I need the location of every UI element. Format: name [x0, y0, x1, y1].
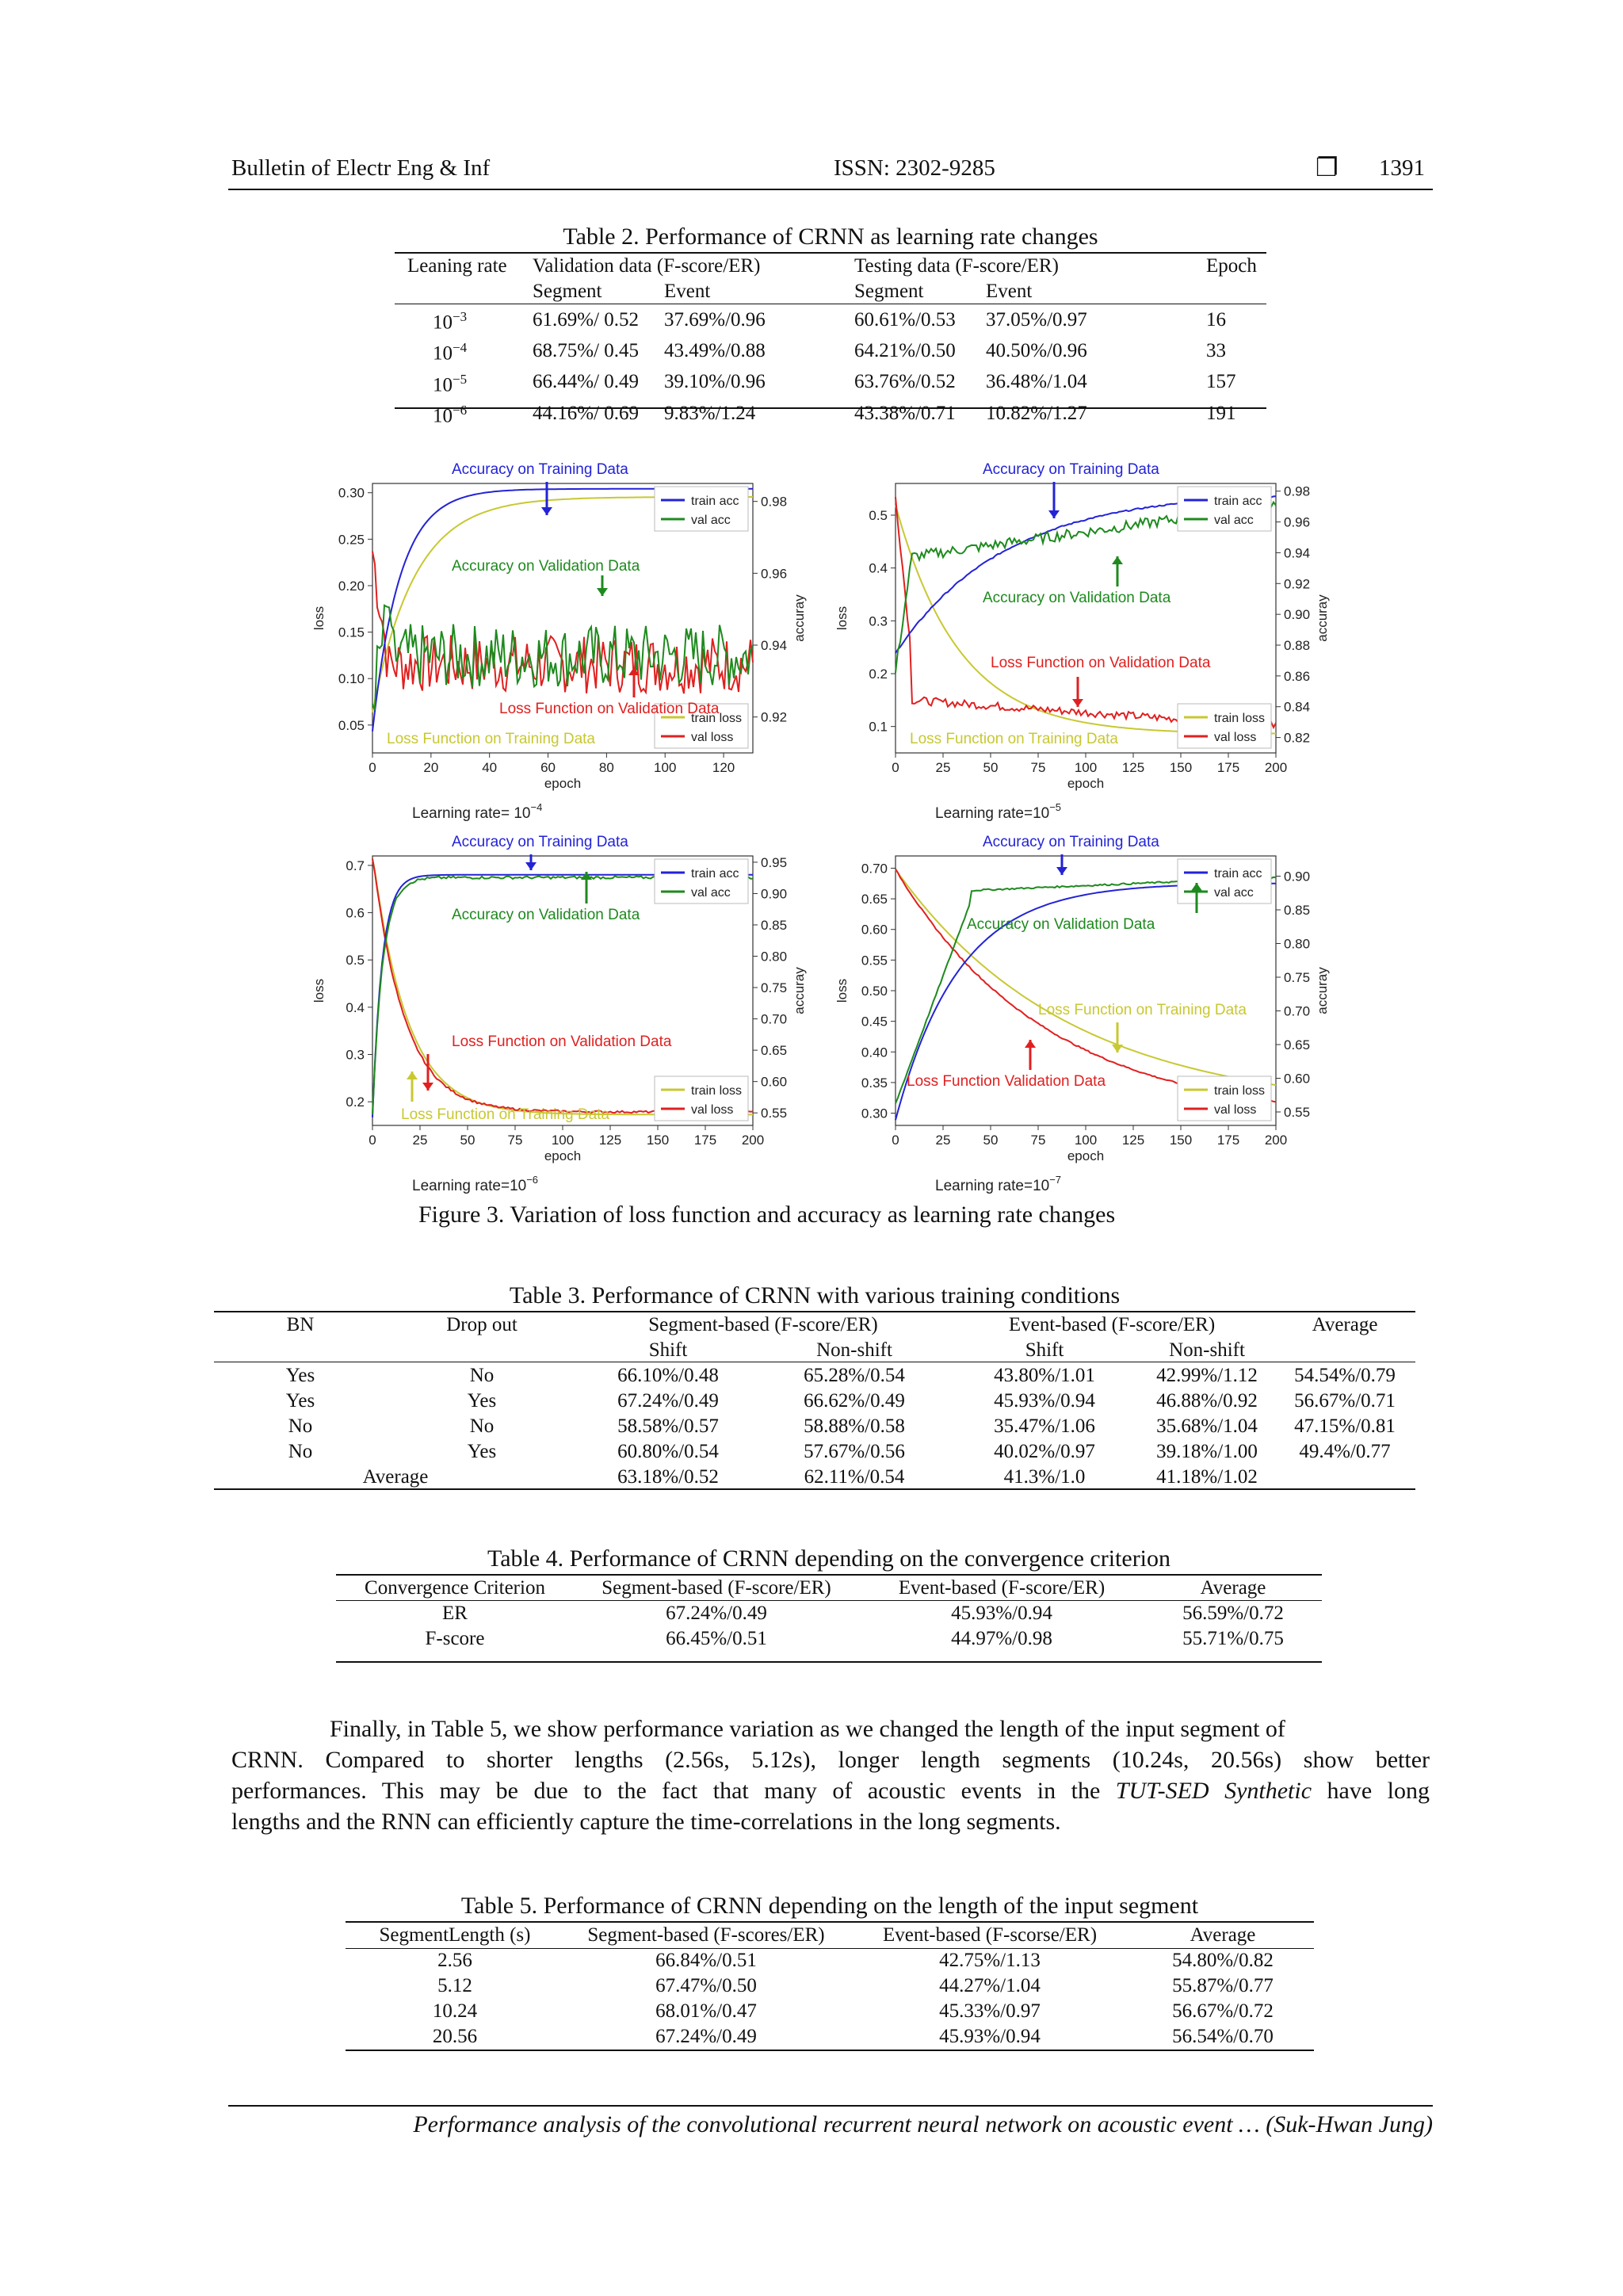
page-number: 1391 [1379, 155, 1425, 181]
t3-cell: Yes [467, 1441, 497, 1462]
x-tick-label: 0 [892, 1133, 899, 1148]
legend-loss [655, 1076, 748, 1121]
annotation-label: Loss Function on Training Data [1038, 1002, 1247, 1018]
t4-col-avg: Average [1200, 1577, 1266, 1599]
t3-cell: Yes [285, 1365, 315, 1386]
para-line: Finally, in Table 5, we show performance variation as we changed the length of the input segment of [330, 1716, 1285, 1742]
table2 [404, 254, 1260, 429]
t3-cell: 41.3%/1.0 [1003, 1466, 1086, 1488]
t3-cell: 60.80%/0.54 [617, 1441, 719, 1462]
y2-tick-label: 0.65 [761, 1043, 788, 1059]
y-axis-label: loss [311, 978, 327, 1003]
annotation-label: Loss Function on Training Data [387, 731, 595, 747]
figure3 [301, 444, 1330, 1194]
table-row [404, 304, 1260, 335]
y-tick-label: 0.4 [869, 560, 888, 576]
t5-cell: 56.54%/0.70 [1172, 2026, 1274, 2047]
x-tick-label: 100 [551, 1133, 575, 1148]
t2-sub-evt2: Event [986, 281, 1033, 302]
table-row [346, 1948, 1314, 1973]
t3-cell: 41.18%/1.02 [1156, 1466, 1258, 1488]
legend-label: val loss [691, 1103, 734, 1117]
y2-axis-label: accuray [1315, 967, 1330, 1014]
y2-axis-label: accuray [792, 967, 807, 1014]
x-tick-label: 125 [1121, 1133, 1145, 1148]
t3-cell: 40.02%/0.97 [994, 1441, 1095, 1462]
y2-tick-label: 0.92 [1284, 576, 1311, 592]
y-tick-label: 0.6 [346, 905, 365, 921]
para-line: lengths and the RNN can efficiently capture the time-correlations in the long segments. [231, 1809, 1061, 1835]
para-line: CRNN. Compared to shorter lengths (2.56s, 5.12s), longer length segments (10.24s, 20.56s) show better [231, 1747, 1430, 1773]
annotation-label: Loss Function on Validation Data [452, 1033, 672, 1050]
t3-cell: 63.18%/0.52 [617, 1466, 719, 1488]
t3-cell: 43.80%/1.01 [994, 1365, 1095, 1386]
y2-tick-label: 0.75 [761, 980, 788, 996]
t4-col-crit: Convergence Criterion [365, 1577, 545, 1599]
annotation-label: Loss Function on Validation Data [991, 655, 1211, 671]
annotation-label: Loss Function on Training Data [401, 1106, 609, 1123]
x-tick-label: 25 [935, 1133, 951, 1148]
table-row [404, 398, 1260, 429]
y2-tick-label: 0.86 [1284, 668, 1311, 684]
t2-cell: 39.10%/0.96 [664, 371, 766, 393]
para-line: performances. This may be due to the fact that many of acoustic events in the TUT-SED Synthetic have long [231, 1778, 1430, 1804]
learning-rate-label: Learning $rate=10^{-5}$ [935, 801, 1062, 822]
legend-acc [1178, 859, 1271, 904]
plot-panel [311, 834, 807, 1194]
annotation-label: Accuracy on Training Data [983, 461, 1159, 478]
t3-cell: 65.28%/0.54 [804, 1365, 905, 1386]
t5-col-evt: Event-based (F-scorse/ER) [882, 1924, 1098, 1946]
t5-cell: 66.84%/0.51 [655, 1950, 757, 1971]
t5-cell: 2.56 [437, 1950, 472, 1971]
t2-col-val: Validation data (F-score/ER) [533, 255, 761, 277]
table-row [336, 1626, 1322, 1652]
t5-cell: 68.01%/0.47 [655, 2000, 757, 2022]
x-tick-label: 200 [1264, 760, 1288, 775]
t3-cell: No [469, 1415, 495, 1437]
annotation-label: Accuracy on Training Data [452, 461, 628, 478]
table-row [404, 367, 1260, 398]
y2-tick-label: 0.94 [1284, 545, 1311, 561]
y-tick-label: 0.35 [861, 1075, 888, 1091]
legend-acc [655, 859, 748, 904]
annotation-label: Accuracy on Validation Data [452, 907, 640, 923]
x-tick-label: 75 [1030, 760, 1046, 775]
t4-cell: ER [442, 1603, 468, 1624]
table3-caption: Table 3. Performance of CRNN with various training conditions [509, 1282, 1121, 1308]
x-tick-label: 150 [1169, 1133, 1193, 1148]
y-tick-label: 0.3 [869, 613, 888, 629]
y2-tick-label: 0.90 [761, 886, 788, 902]
t3-cell: No [469, 1365, 495, 1386]
legend-label: val acc [691, 886, 731, 900]
t5-cell: 56.67%/0.72 [1172, 2000, 1274, 2022]
t5-cell: 55.87%/0.77 [1172, 1975, 1274, 1996]
t4-cell: 44.97%/0.98 [951, 1628, 1052, 1649]
t2-cell: 10.82%/1.27 [986, 402, 1087, 424]
t2-cell: 9.83%/1.24 [664, 402, 756, 424]
legend-label: val loss [1214, 1103, 1257, 1117]
annotation-label: Accuracy on Validation Data [983, 590, 1171, 606]
table-row [214, 1439, 1415, 1465]
t3-sub-shift: Shift [648, 1339, 688, 1361]
table4 [336, 1576, 1322, 1652]
y-tick-label: 0.7 [346, 858, 365, 873]
figure3-caption: Figure 3. Variation of loss function and accuracy as learning rate changes [418, 1201, 1116, 1228]
y-tick-label: 0.3 [346, 1047, 365, 1063]
y-tick-label: 0.65 [861, 892, 888, 907]
t2-col-epoch: Epoch [1206, 255, 1257, 277]
annotation-label: Loss Function on Training Data [910, 731, 1118, 747]
x-tick-label: 175 [693, 1133, 717, 1148]
table-row [214, 1389, 1415, 1414]
t5-cell: 54.80%/0.82 [1172, 1950, 1274, 1971]
x-tick-label: 60 [540, 760, 556, 775]
t3-col-avg: Average [1312, 1314, 1378, 1335]
x-tick-label: 40 [482, 760, 498, 775]
t5-cell: 5.12 [437, 1975, 472, 1996]
y-tick-label: 0.10 [338, 671, 365, 687]
issn: ISSN: 2302-9285 [834, 155, 995, 181]
t3-sub-non: Non-shift [816, 1339, 892, 1361]
t2-cell: 36.48%/1.04 [986, 371, 1087, 393]
x-tick-label: 200 [741, 1133, 765, 1148]
x-tick-label: 0 [369, 760, 376, 775]
t3-cell: 58.88%/0.58 [804, 1415, 905, 1437]
annotation-label: Accuracy on Training Data [983, 834, 1159, 850]
legend-label: val loss [691, 731, 734, 744]
t2-sub-evt: Event [664, 281, 711, 302]
t3-cell: 67.24%/0.49 [617, 1390, 719, 1412]
t4-cell: F-score [425, 1628, 485, 1649]
table-row [336, 1601, 1322, 1626]
t2-cell: 191 [1206, 402, 1236, 424]
t3-avg-label: Average [362, 1466, 429, 1488]
t2-sub-seg: Segment [533, 281, 602, 302]
y-axis-label: loss [834, 978, 850, 1003]
x-tick-label: 50 [983, 1133, 999, 1148]
y-tick-label: 0.70 [861, 861, 888, 877]
t3-cell: 45.93%/0.94 [994, 1390, 1095, 1412]
y2-tick-label: 0.85 [1284, 903, 1311, 918]
y-tick-label: 0.2 [346, 1095, 365, 1110]
t3-cell: 42.99%/1.12 [1156, 1365, 1258, 1386]
table-row [346, 1973, 1314, 1999]
journal-name: Bulletin of Electr Eng & Inf [231, 155, 491, 181]
y-tick-label: 0.60 [861, 922, 888, 938]
x-tick-label: 50 [460, 1133, 475, 1148]
table5-bottom-rule [346, 2050, 1314, 2051]
y2-tick-label: 0.88 [1284, 638, 1311, 653]
t3-sub-shift2: Shift [1025, 1339, 1064, 1361]
table-row [214, 1414, 1415, 1439]
t2-col-lr: Leaning rate [407, 255, 507, 277]
t4-cell: 56.59%/0.72 [1182, 1603, 1284, 1624]
t2-cell: 43.49%/0.88 [664, 339, 766, 361]
x-tick-label: 25 [935, 760, 951, 775]
t4-cell: 66.45%/0.51 [666, 1628, 767, 1649]
y2-tick-label: 0.80 [1284, 936, 1311, 952]
t5-cell: 45.93%/0.94 [939, 2026, 1041, 2047]
y2-axis-label: accuray [792, 594, 807, 642]
t3-col-dropout: Drop out [446, 1314, 517, 1335]
t2-lr: $10^{-5}$ [433, 371, 468, 395]
y2-tick-label: 0.96 [761, 566, 788, 582]
x-tick-label: 20 [423, 760, 439, 775]
y2-tick-label: 0.95 [761, 854, 788, 870]
y2-tick-label: 0.55 [1284, 1105, 1311, 1120]
table-row [214, 1363, 1415, 1389]
learning-rate-label: Learning rate= $10^{-4}$ [412, 801, 543, 822]
x-tick-label: 100 [1074, 760, 1098, 775]
t5-cell: 42.75%/1.13 [939, 1950, 1041, 1971]
legend-loss [1178, 1076, 1271, 1121]
t2-cell: 37.69%/0.96 [664, 308, 766, 330]
x-tick-label: 125 [1121, 760, 1145, 775]
t3-cell: No [288, 1441, 313, 1462]
body-paragraph [231, 1713, 1430, 1837]
y-axis-label: loss [311, 606, 327, 631]
t3-col-evt: Event-based (F-score/ER) [1008, 1314, 1216, 1335]
y-tick-label: 0.5 [346, 953, 365, 968]
y2-tick-label: 0.85 [761, 917, 788, 933]
legend-label: train acc [1214, 867, 1262, 881]
learning-rate-label: Learning $rate=10^{-7}$ [935, 1174, 1062, 1194]
t4-cell: 55.71%/0.75 [1182, 1628, 1284, 1649]
square-icon: ❐ [1316, 153, 1338, 181]
x-tick-label: 25 [412, 1133, 428, 1148]
plot-panel [834, 461, 1330, 822]
x-tick-label: 80 [598, 760, 614, 775]
t2-cell: 68.75%/ 0.45 [533, 339, 640, 361]
t2-sub-seg2: Segment [854, 281, 924, 302]
t2-cell: 61.69%/ 0.52 [533, 308, 640, 330]
t5-cell: 20.56 [432, 2026, 478, 2047]
annotation-label: Loss Function on Validation Data [499, 701, 720, 717]
x-tick-label: 100 [1074, 1133, 1098, 1148]
y-axis-label: loss [834, 606, 850, 631]
x-tick-label: 200 [1264, 1133, 1288, 1148]
x-tick-label: 120 [712, 760, 735, 775]
legend-label: val acc [691, 514, 731, 527]
y2-axis-label: accuray [1315, 594, 1330, 642]
t4-col-seg: Segment-based (F-score/ER) [601, 1577, 831, 1599]
t3-cell: 49.4%/0.77 [1299, 1441, 1391, 1462]
legend-label: train loss [691, 1084, 743, 1098]
t3-cell: 35.47%/1.06 [994, 1415, 1095, 1437]
t3-cell: No [288, 1415, 313, 1437]
legend-label: train acc [691, 867, 739, 881]
table-row [404, 335, 1260, 366]
y-tick-label: 0.20 [338, 578, 365, 594]
t3-cell: 39.18%/1.00 [1156, 1441, 1258, 1462]
t4-cell: 67.24%/0.49 [666, 1603, 767, 1624]
legend-label: val acc [1214, 886, 1254, 900]
y2-tick-label: 0.92 [761, 709, 788, 725]
t3-cell: 47.15%/0.81 [1294, 1415, 1396, 1437]
y-tick-label: 0.25 [338, 532, 365, 548]
t3-cell: 58.58%/0.57 [617, 1415, 719, 1437]
x-tick-label: 75 [1030, 1133, 1046, 1148]
t2-cell: 66.44%/ 0.49 [533, 371, 640, 393]
footer-text: Performance analysis of the convolutional recurrent neural network on acoustic event … (Suk-Hwan Jung) [413, 2111, 1433, 2137]
table5 [346, 1923, 1314, 2050]
y-tick-label: 0.55 [861, 953, 888, 968]
t5-cell: 67.24%/0.49 [655, 2026, 757, 2047]
y2-tick-label: 0.94 [761, 638, 788, 653]
table-row [346, 1999, 1314, 2024]
table-row [346, 2024, 1314, 2050]
y2-tick-label: 0.98 [761, 494, 788, 510]
legend-label: val acc [1214, 514, 1254, 527]
x-tick-label: 150 [646, 1133, 670, 1148]
y-tick-label: 0.30 [861, 1106, 888, 1121]
plot-panel [834, 834, 1330, 1194]
y2-tick-label: 0.70 [1284, 1003, 1311, 1019]
t2-cell: 60.61%/0.53 [854, 308, 956, 330]
legend-acc [655, 487, 748, 531]
y2-tick-label: 0.55 [761, 1106, 788, 1121]
y2-tick-label: 0.98 [1284, 483, 1311, 499]
y2-tick-label: 0.60 [761, 1074, 788, 1090]
y-tick-label: 0.4 [346, 999, 365, 1015]
t3-cell: 62.11%/0.54 [804, 1466, 905, 1488]
t5-cell: 67.47%/0.50 [655, 1975, 757, 1996]
t5-col-avg: Average [1190, 1924, 1256, 1946]
y2-tick-label: 0.70 [761, 1011, 788, 1027]
y-tick-label: 0.15 [338, 625, 365, 640]
t5-col-len: SegmentLength (s) [379, 1924, 531, 1946]
t5-col-seg: Segment-based (F-scores/ER) [587, 1924, 825, 1946]
table3 [214, 1312, 1415, 1490]
t3-cell: 66.10%/0.48 [617, 1365, 719, 1386]
t3-cell: Yes [467, 1390, 497, 1412]
t5-cell: 10.24 [432, 2000, 478, 2022]
y2-tick-label: 0.65 [1284, 1037, 1311, 1052]
header-rule [228, 189, 1433, 190]
t2-lr: $10^{-6}$ [433, 402, 468, 427]
annotation-label: Accuracy on Training Data [452, 834, 628, 850]
y2-tick-label: 0.75 [1284, 970, 1311, 985]
t2-cell: 43.38%/0.71 [854, 402, 956, 424]
table2-caption: Table 2. Performance of CRNN as learning rate changes [563, 223, 1098, 250]
y-tick-label: 0.1 [869, 719, 888, 735]
t2-lr: $10^{-4}$ [433, 340, 468, 365]
legend-label: train acc [691, 495, 739, 508]
annotation-label: Loss Function Validation Data [907, 1073, 1106, 1090]
x-tick-label: 0 [369, 1133, 376, 1148]
y-tick-label: 0.45 [861, 1014, 888, 1030]
t5-cell: 44.27%/1.04 [939, 1975, 1041, 1996]
x-tick-label: 100 [654, 760, 677, 775]
t2-cell: 63.76%/0.52 [854, 371, 956, 393]
x-tick-label: 175 [1216, 760, 1240, 775]
t5-cell: 45.33%/0.97 [939, 2000, 1041, 2022]
legend-label: train acc [1214, 495, 1262, 508]
t2-cell: 44.16%/ 0.69 [533, 402, 640, 424]
x-axis-label: epoch [544, 1148, 582, 1163]
t3-cell: 35.68%/1.04 [1156, 1415, 1258, 1437]
x-axis-label: epoch [544, 776, 582, 791]
t4-cell: 45.93%/0.94 [951, 1603, 1052, 1624]
y-tick-label: 0.5 [869, 508, 888, 523]
t2-cell: 37.05%/0.97 [986, 308, 1087, 330]
legend-label: val loss [1214, 731, 1257, 744]
t2-lr: $10^{-3}$ [433, 309, 468, 334]
t3-cell: Yes [285, 1390, 315, 1412]
x-tick-label: 50 [983, 760, 999, 775]
t3-cell: 66.62%/0.49 [804, 1390, 905, 1412]
t2-cell: 64.21%/0.50 [854, 339, 956, 361]
t3-col-bn: BN [286, 1314, 315, 1335]
t2-cell: 40.50%/0.96 [986, 339, 1087, 361]
x-tick-label: 0 [892, 760, 899, 775]
y-tick-label: 0.2 [869, 667, 888, 682]
t3-cell: 56.67%/0.71 [1294, 1390, 1396, 1412]
legend-label: train loss [1214, 1084, 1266, 1098]
y-tick-label: 0.40 [861, 1045, 888, 1060]
footer-rule [228, 2105, 1433, 2107]
t2-col-test: Testing data (F-score/ER) [854, 255, 1059, 277]
table4-bottom-rule [336, 1661, 1322, 1663]
y2-tick-label: 0.80 [761, 949, 788, 965]
t3-cell: 54.54%/0.79 [1294, 1365, 1396, 1386]
learning-rate-label: Learning $rate=10^{-6}$ [412, 1174, 539, 1194]
x-tick-label: 75 [507, 1133, 523, 1148]
table5-caption: Table 5. Performance of CRNN depending on the length of the input segment [460, 1893, 1199, 1919]
legend-label: train loss [1214, 712, 1266, 725]
y-tick-label: 0.05 [338, 717, 365, 733]
legend-loss [1178, 704, 1271, 748]
table-row [214, 1465, 1415, 1490]
annotation-label: Accuracy on Validation Data [452, 558, 640, 575]
y-tick-label: 0.50 [861, 984, 888, 999]
annotation-label: Accuracy on Validation Data [967, 916, 1155, 933]
y2-tick-label: 0.90 [1284, 869, 1311, 884]
t2-cell: 16 [1206, 308, 1226, 330]
t3-sub-non2: Non-shift [1169, 1339, 1245, 1361]
x-tick-label: 175 [1216, 1133, 1240, 1148]
legend-label: train loss [691, 712, 743, 725]
t2-cell: 157 [1206, 371, 1236, 393]
table4-caption: Table 4. Performance of CRNN depending on the convergence criterion [487, 1545, 1171, 1572]
t2-cell: 33 [1206, 339, 1226, 361]
t3-cell: 46.88%/0.92 [1156, 1390, 1258, 1412]
y2-tick-label: 0.60 [1284, 1071, 1311, 1087]
x-tick-label: 125 [598, 1133, 622, 1148]
y2-tick-label: 0.90 [1284, 607, 1311, 623]
y2-tick-label: 0.84 [1284, 699, 1311, 715]
y-tick-label: 0.30 [338, 485, 365, 501]
y2-tick-label: 0.96 [1284, 514, 1311, 530]
y2-tick-label: 0.82 [1284, 730, 1311, 746]
t3-col-seg: Segment-based (F-score/ER) [648, 1314, 878, 1335]
plot-panel [311, 461, 807, 822]
t3-cell: 57.67%/0.56 [804, 1441, 905, 1462]
legend-acc [1178, 487, 1271, 531]
x-tick-label: 150 [1169, 760, 1193, 775]
x-axis-label: epoch [1067, 776, 1105, 791]
x-axis-label: epoch [1067, 1148, 1105, 1163]
t4-col-evt: Event-based (F-score/ER) [898, 1577, 1106, 1599]
